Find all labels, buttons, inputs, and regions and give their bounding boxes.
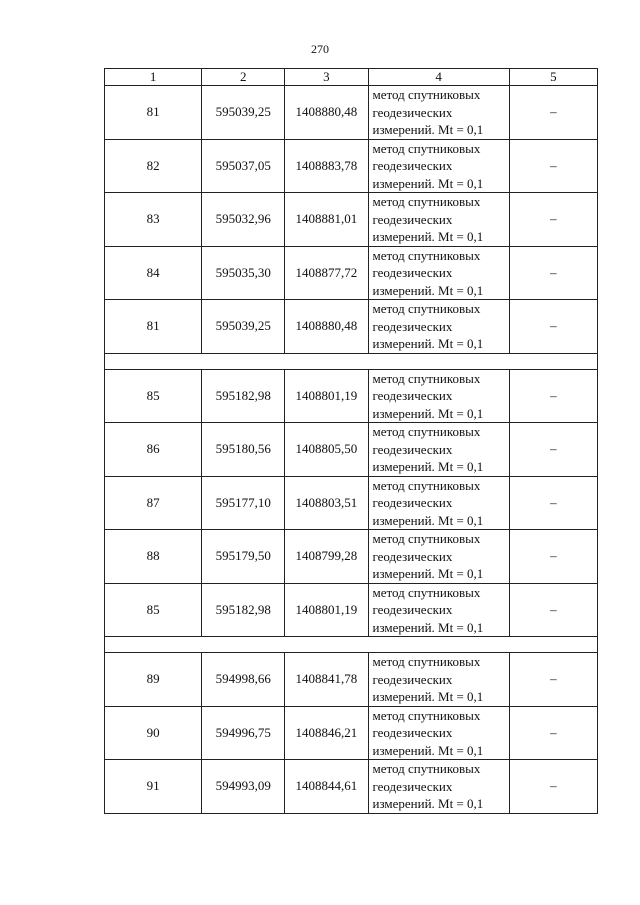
method-line: измерений. Mt = 0,1 bbox=[372, 175, 484, 191]
method-line: измерений. Mt = 0,1 bbox=[372, 282, 484, 298]
method-line: метод спутниковых bbox=[372, 424, 481, 439]
method-line: измерений. Mt = 0,1 bbox=[372, 405, 484, 421]
method-line: геодезических bbox=[372, 778, 453, 794]
method-line: геодезических bbox=[372, 211, 453, 227]
table-row bbox=[105, 476, 598, 530]
method-line: геодезических bbox=[372, 158, 453, 173]
method-cell bbox=[368, 246, 509, 300]
method-line: измерений. Mt = 0,1 bbox=[372, 566, 484, 581]
method-line: измерений. Mt = 0,1 bbox=[372, 459, 484, 474]
note-cell: – bbox=[509, 583, 597, 637]
method-line: измерений. Mt = 0,1 bbox=[372, 619, 484, 635]
x-coordinate-cell: 594993,09 bbox=[202, 760, 285, 814]
y-coordinate-cell: 1408846,21 bbox=[285, 706, 368, 760]
table-row bbox=[105, 583, 598, 637]
coordinates-table bbox=[104, 68, 598, 814]
method-line: метод спутниковых bbox=[372, 301, 481, 316]
y-coordinate-cell: 1408805,50 bbox=[285, 423, 368, 477]
method-cell bbox=[368, 423, 509, 477]
point-number-cell: 85 bbox=[105, 583, 202, 637]
method-line: геодезических bbox=[372, 725, 453, 740]
table-row bbox=[105, 139, 598, 193]
point-number-cell: 81 bbox=[105, 300, 202, 354]
y-coordinate-cell: 1408880,48 bbox=[285, 86, 368, 140]
table-row bbox=[105, 369, 598, 423]
method-line: метод спутниковых bbox=[372, 370, 481, 386]
table-row bbox=[105, 193, 598, 247]
separator-cell bbox=[105, 353, 598, 369]
x-coordinate-cell: 595032,96 bbox=[202, 193, 285, 247]
method-line: метод спутниковых bbox=[372, 140, 481, 156]
y-coordinate-cell: 1408799,28 bbox=[285, 530, 368, 584]
table-row bbox=[105, 300, 598, 354]
method-line: геодезических bbox=[372, 602, 453, 617]
method-line: измерений. Mt = 0,1 bbox=[372, 229, 484, 244]
note-cell: – bbox=[509, 423, 597, 477]
table-row bbox=[105, 423, 598, 477]
note-cell: – bbox=[509, 369, 597, 423]
method-line: измерений. Mt = 0,1 bbox=[372, 122, 484, 137]
method-cell bbox=[368, 476, 509, 530]
method-line: метод спутниковых bbox=[372, 531, 481, 546]
note-cell: – bbox=[509, 530, 597, 584]
method-line: метод спутниковых bbox=[372, 761, 481, 776]
table-row bbox=[105, 246, 598, 300]
point-number-cell: 86 bbox=[105, 423, 202, 477]
column-header: 2 bbox=[202, 69, 285, 86]
point-number-cell: 87 bbox=[105, 476, 202, 530]
point-number-cell: 84 bbox=[105, 246, 202, 300]
point-number-cell: 88 bbox=[105, 530, 202, 584]
method-cell bbox=[368, 530, 509, 584]
method-line: метод спутниковых bbox=[372, 707, 481, 723]
method-line: измерений. Mt = 0,1 bbox=[372, 689, 484, 704]
table-row bbox=[105, 760, 598, 814]
method-line: геодезических bbox=[372, 388, 453, 403]
method-cell bbox=[368, 300, 509, 354]
method-line: геодезических bbox=[372, 104, 453, 120]
note-cell: – bbox=[509, 246, 597, 300]
y-coordinate-cell: 1408844,61 bbox=[285, 760, 368, 814]
x-coordinate-cell: 595179,50 bbox=[202, 530, 285, 584]
method-cell bbox=[368, 653, 509, 707]
point-number-cell: 91 bbox=[105, 760, 202, 814]
y-coordinate-cell: 1408841,78 bbox=[285, 653, 368, 707]
method-line: метод спутниковых bbox=[372, 247, 481, 263]
method-cell bbox=[368, 583, 509, 637]
table-row bbox=[105, 86, 598, 140]
method-line: геодезических bbox=[372, 441, 453, 457]
method-line: метод спутниковых bbox=[372, 584, 481, 600]
x-coordinate-cell: 594998,66 bbox=[202, 653, 285, 707]
point-number-cell: 85 bbox=[105, 369, 202, 423]
note-cell: – bbox=[509, 300, 597, 354]
x-coordinate-cell: 595182,98 bbox=[202, 583, 285, 637]
method-line: измерений. Mt = 0,1 bbox=[372, 512, 484, 528]
y-coordinate-cell: 1408801,19 bbox=[285, 583, 368, 637]
x-coordinate-cell: 595177,10 bbox=[202, 476, 285, 530]
point-number-cell: 90 bbox=[105, 706, 202, 760]
separator-cell bbox=[105, 637, 598, 653]
method-line: метод спутниковых bbox=[372, 87, 481, 102]
note-cell: – bbox=[509, 760, 597, 814]
y-coordinate-cell: 1408881,01 bbox=[285, 193, 368, 247]
method-line: геодезических bbox=[372, 495, 453, 510]
method-line: метод спутниковых bbox=[372, 654, 481, 669]
point-number-cell: 81 bbox=[105, 86, 202, 140]
table-row bbox=[105, 706, 598, 760]
y-coordinate-cell: 1408880,48 bbox=[285, 300, 368, 354]
method-line: метод спутниковых bbox=[372, 194, 481, 209]
x-coordinate-cell: 595035,30 bbox=[202, 246, 285, 300]
column-header: 1 bbox=[105, 69, 202, 86]
method-line: метод спутниковых bbox=[372, 477, 481, 493]
note-cell: – bbox=[509, 139, 597, 193]
note-cell: – bbox=[509, 653, 597, 707]
group-separator-row bbox=[105, 637, 598, 653]
method-line: геодезических bbox=[372, 318, 453, 334]
note-cell: – bbox=[509, 476, 597, 530]
note-cell: – bbox=[509, 193, 597, 247]
method-line: измерений. Mt = 0,1 bbox=[372, 796, 484, 811]
column-header: 3 bbox=[285, 69, 368, 86]
method-line: геодезических bbox=[372, 265, 453, 280]
x-coordinate-cell: 595037,05 bbox=[202, 139, 285, 193]
method-cell bbox=[368, 86, 509, 140]
method-cell bbox=[368, 706, 509, 760]
column-header: 5 bbox=[509, 69, 597, 86]
method-line: измерений. Mt = 0,1 bbox=[372, 742, 484, 758]
x-coordinate-cell: 595180,56 bbox=[202, 423, 285, 477]
column-header: 4 bbox=[368, 69, 509, 86]
group-separator-row bbox=[105, 353, 598, 369]
header-row bbox=[105, 69, 598, 86]
y-coordinate-cell: 1408883,78 bbox=[285, 139, 368, 193]
x-coordinate-cell: 595039,25 bbox=[202, 300, 285, 354]
table-row bbox=[105, 530, 598, 584]
note-cell: – bbox=[509, 706, 597, 760]
method-cell bbox=[368, 369, 509, 423]
y-coordinate-cell: 1408877,72 bbox=[285, 246, 368, 300]
method-line: измерений. Mt = 0,1 bbox=[372, 336, 484, 351]
table-row bbox=[105, 653, 598, 707]
method-cell bbox=[368, 193, 509, 247]
point-number-cell: 89 bbox=[105, 653, 202, 707]
x-coordinate-cell: 595039,25 bbox=[202, 86, 285, 140]
method-line: геодезических bbox=[372, 671, 453, 687]
note-cell: – bbox=[509, 86, 597, 140]
point-number-cell: 83 bbox=[105, 193, 202, 247]
point-number-cell: 82 bbox=[105, 139, 202, 193]
method-cell bbox=[368, 760, 509, 814]
x-coordinate-cell: 595182,98 bbox=[202, 369, 285, 423]
x-coordinate-cell: 594996,75 bbox=[202, 706, 285, 760]
method-cell bbox=[368, 139, 509, 193]
page-number: 270 bbox=[311, 42, 329, 56]
method-line: геодезических bbox=[372, 548, 453, 564]
y-coordinate-cell: 1408801,19 bbox=[285, 369, 368, 423]
y-coordinate-cell: 1408803,51 bbox=[285, 476, 368, 530]
